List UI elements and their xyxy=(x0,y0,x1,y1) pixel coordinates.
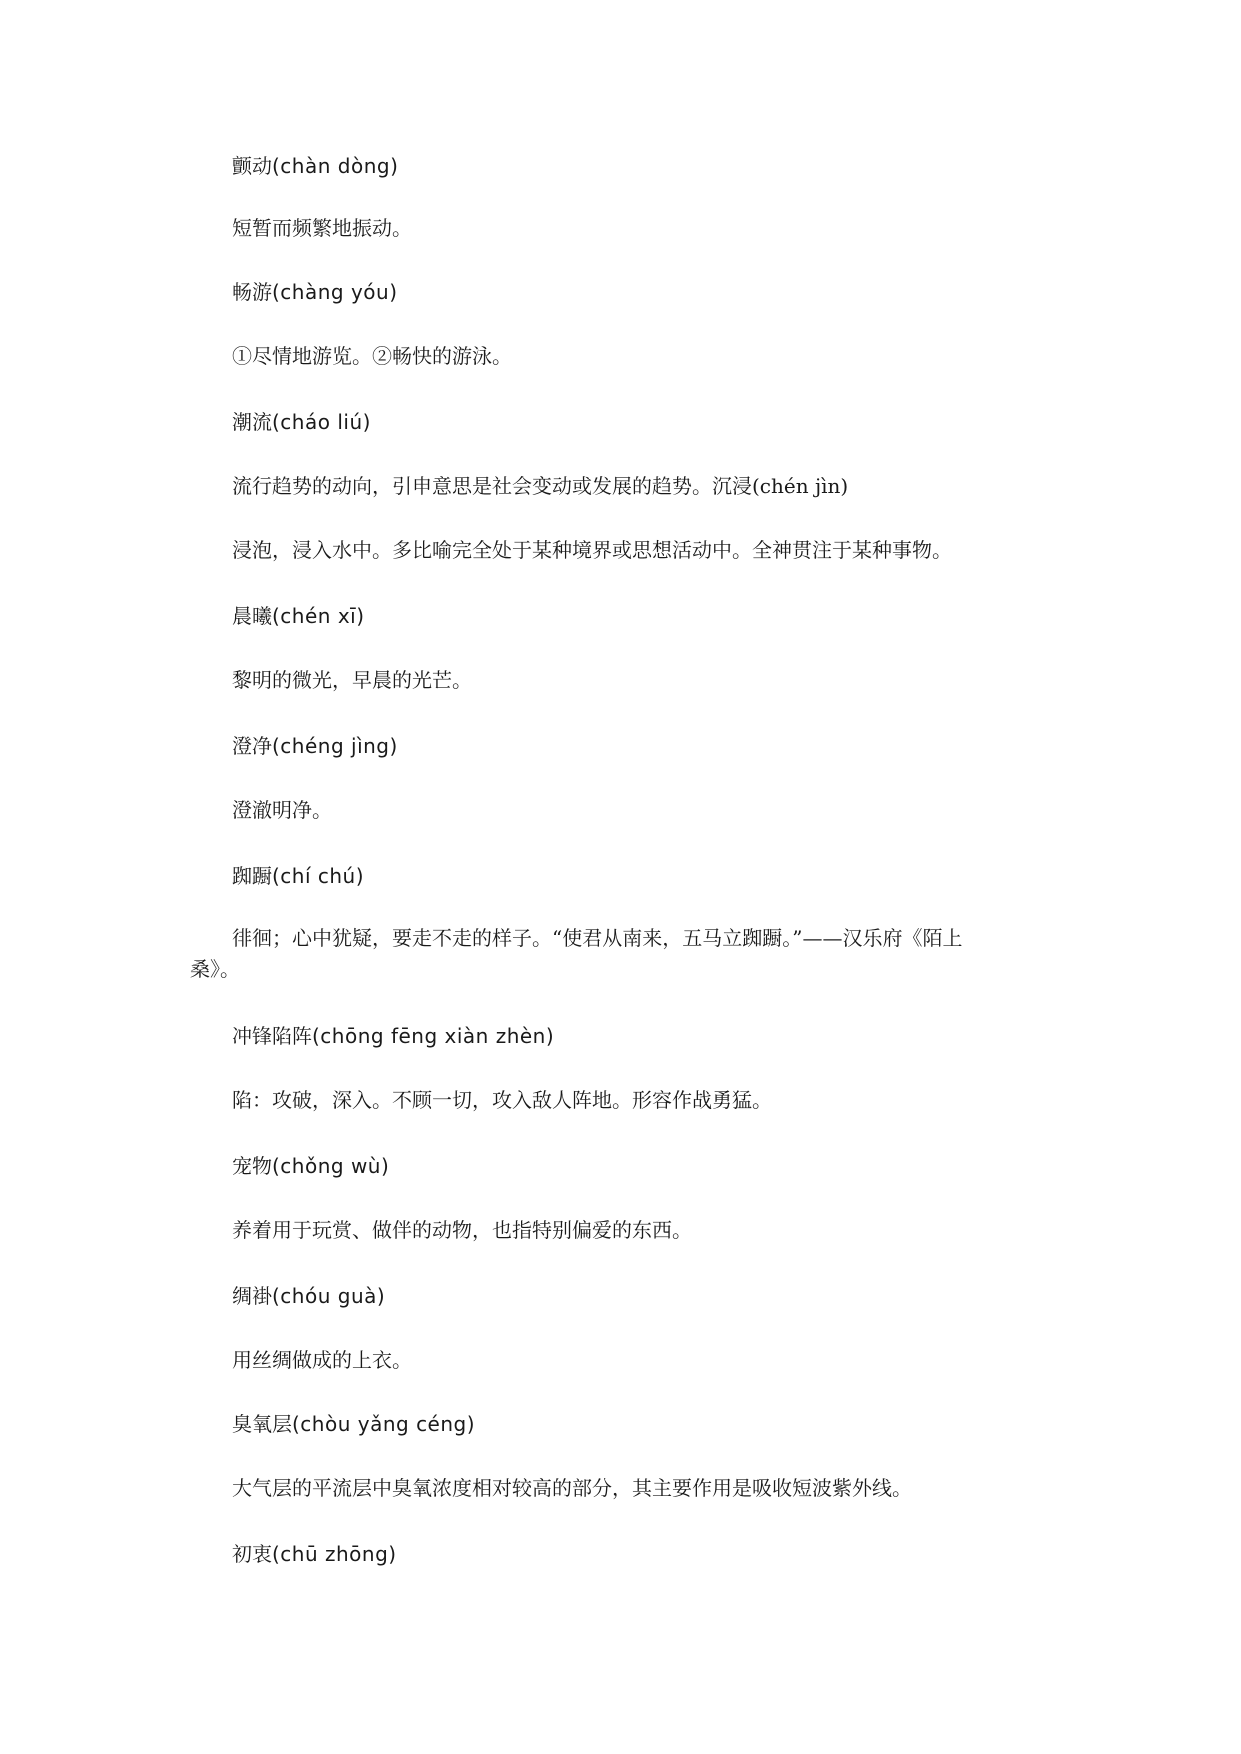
entry-heading xyxy=(232,276,1061,309)
entry-term: 绸褂 xyxy=(232,1284,272,1308)
entry-pinyin: (chí chú) xyxy=(272,864,365,888)
entry-pinyin: (chéng jìng) xyxy=(272,734,398,758)
entry-heading xyxy=(232,730,1061,763)
entry-definition: 浸泡，浸入水中。多比喻完全处于某种境界或思想活动中。全神贯注于某种事物。 xyxy=(232,538,952,562)
entry-heading xyxy=(232,860,1061,893)
entry-heading xyxy=(232,1150,1061,1183)
entry-definition: 短暂而频繁地振动。 xyxy=(232,216,412,240)
entry-definition: 用丝绸做成的上衣。 xyxy=(232,1348,412,1372)
entry-heading xyxy=(232,150,1061,183)
entry-heading xyxy=(232,406,1061,439)
entry-heading xyxy=(232,600,1061,633)
entry-definition: ①尽情地游览。②畅快的游泳。 xyxy=(232,344,512,368)
entry-pinyin: (chōng fēng xiàn zhèn) xyxy=(312,1024,555,1048)
entry-term: 初衷 xyxy=(232,1542,272,1566)
entry-term: 冲锋陷阵 xyxy=(232,1024,312,1048)
entry-term: 颤动 xyxy=(232,154,272,178)
entry-pinyin: (chū zhōng) xyxy=(272,1542,397,1566)
entry-term: 澄净 xyxy=(232,734,272,758)
entry-definition: 徘徊；心中犹疑，要走不走的样子。“使君从南来，五马立踟蹰。”——汉乐府《陌上 xyxy=(232,926,963,950)
entry-definition: 大气层的平流层中臭氧浓度相对较高的部分，其主要作用是吸收短波紫外线。 xyxy=(232,1476,912,1500)
entry-definition: 养着用于玩赏、做伴的动物，也指特别偏爱的东西。 xyxy=(232,1218,692,1242)
entry-heading xyxy=(232,1538,1061,1571)
entry-term: 宠物 xyxy=(232,1154,272,1178)
entry-definition: 陷：攻破，深入。不顾一切，攻入敌人阵地。形容作战勇猛。 xyxy=(232,1088,772,1112)
entry-pinyin: (chóu guà) xyxy=(272,1284,386,1308)
entry-definition-continued: 桑》。 xyxy=(190,957,240,981)
entry-definition: 澄澈明净。 xyxy=(232,798,332,822)
entry-heading xyxy=(232,1408,1061,1441)
entry-heading xyxy=(232,1280,1061,1313)
entry-pinyin: (cháo liú) xyxy=(272,410,371,434)
entry-term: 潮流 xyxy=(232,410,272,434)
entry-term: 晨曦 xyxy=(232,604,272,628)
entry-pinyin: (chén xī) xyxy=(272,604,365,628)
entry-pinyin: (chàng yóu) xyxy=(272,280,398,304)
entry-pinyin: (chàn dòng) xyxy=(272,154,399,178)
entry-term: 畅游 xyxy=(232,280,272,304)
entry-pinyin: (chòu yǎng céng) xyxy=(292,1412,476,1436)
entry-definition: 流行趋势的动向，引申意思是社会变动或发展的趋势。沉浸(chén jìn) xyxy=(232,474,849,498)
entry-term: 臭氧层 xyxy=(232,1412,292,1436)
entry-term: 踟蹰 xyxy=(232,864,272,888)
entry-pinyin: (chǒng wù) xyxy=(272,1154,390,1178)
entry-heading xyxy=(232,1020,1061,1053)
entry-definition: 黎明的微光，早晨的光芒。 xyxy=(232,668,472,692)
